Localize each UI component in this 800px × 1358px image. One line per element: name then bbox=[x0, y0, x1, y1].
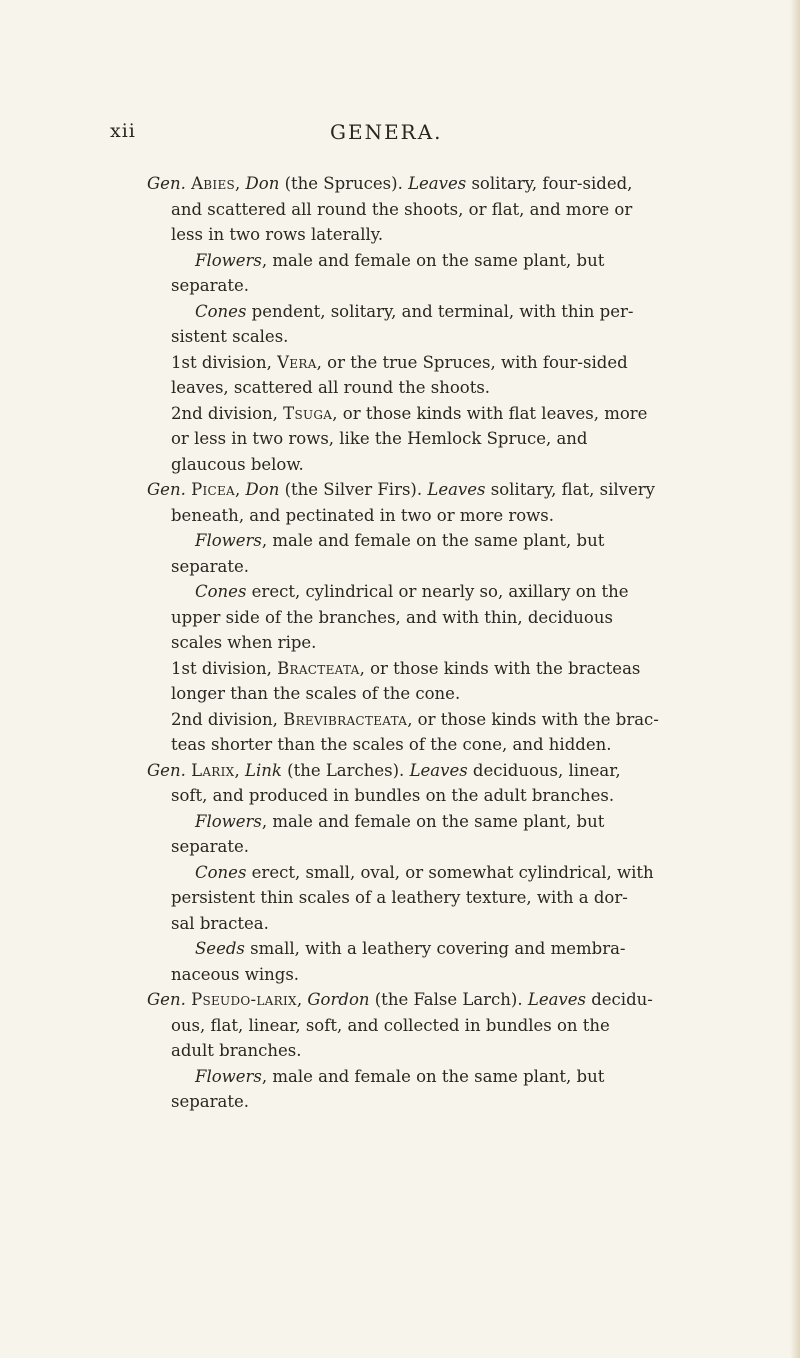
text-segment: , or those kinds with flat leaves, more bbox=[332, 403, 648, 423]
text-segment: 2nd division, bbox=[171, 709, 284, 729]
genus-name: Picea bbox=[191, 480, 236, 499]
text-segment: separate. bbox=[171, 556, 249, 576]
text-segment: , male and female on the same plant, but bbox=[261, 531, 605, 550]
text-segment: 1st division, bbox=[171, 658, 278, 678]
text-segment: and scattered all round the shoots, or flat, and more or bbox=[171, 199, 633, 219]
text-line bbox=[147, 1013, 707, 1039]
text-segment: naceous wings. bbox=[171, 964, 300, 984]
text-segment: 2nd division, bbox=[171, 403, 284, 423]
text-segment: , bbox=[234, 760, 246, 780]
text-line bbox=[147, 630, 707, 656]
text-segment: less in two rows laterally. bbox=[171, 225, 384, 244]
genera-text-body bbox=[147, 171, 707, 1115]
text-segment: solitary, flat, silvery bbox=[485, 480, 655, 499]
text-line bbox=[147, 936, 707, 962]
text-line bbox=[147, 503, 707, 529]
genus-name: Abies bbox=[191, 174, 236, 193]
text-segment: longer than the scales of the cone. bbox=[171, 684, 461, 703]
text-segment: 1st division, bbox=[171, 352, 278, 372]
italic-term: Link bbox=[245, 760, 282, 780]
text-line bbox=[147, 401, 707, 427]
italic-term: Leaves bbox=[527, 990, 586, 1009]
text-line bbox=[147, 452, 707, 478]
text-segment: persistent thin scales of a leathery texture, with a dor- bbox=[171, 888, 628, 907]
text-line bbox=[147, 222, 707, 248]
text-line bbox=[147, 579, 707, 605]
text-line bbox=[147, 248, 707, 274]
text-line bbox=[147, 732, 707, 758]
genus-heading-line bbox=[147, 477, 707, 503]
text-line bbox=[147, 375, 707, 401]
italic-term: Flowers bbox=[195, 250, 262, 270]
text-segment: , bbox=[235, 480, 246, 499]
text-line bbox=[147, 299, 707, 325]
page-edge-shadow bbox=[790, 0, 800, 1358]
italic-term: Gen. bbox=[147, 760, 186, 780]
italic-term: Cones bbox=[195, 582, 247, 601]
genus-heading-line bbox=[147, 758, 707, 784]
text-segment: sal bractea. bbox=[171, 913, 269, 933]
text-line bbox=[147, 528, 707, 554]
text-segment: , male and female on the same plant, but bbox=[261, 1066, 605, 1086]
genus-heading-line bbox=[147, 987, 707, 1013]
text-line bbox=[147, 809, 707, 835]
text-segment: (the Spruces). bbox=[279, 174, 409, 193]
text-segment: beneath, and pectinated in two or more rows. bbox=[171, 505, 554, 525]
text-segment: sistent scales. bbox=[171, 327, 289, 346]
text-segment: separate. bbox=[171, 1092, 249, 1111]
text-line bbox=[147, 324, 707, 350]
text-segment: erect, small, oval, or somewhat cylindrical, with bbox=[246, 862, 654, 882]
text-line bbox=[147, 885, 707, 911]
text-line bbox=[147, 197, 707, 223]
text-segment: pendent, solitary, and terminal, with thin per- bbox=[246, 301, 634, 321]
text-line bbox=[147, 707, 707, 733]
text-segment: separate. bbox=[171, 276, 249, 295]
text-line bbox=[147, 911, 707, 937]
page-number: xii bbox=[110, 120, 136, 142]
genus-name: Pseudo-larix bbox=[191, 990, 297, 1009]
genus-name: Tsuga bbox=[283, 403, 333, 423]
text-segment: or less in two rows, like the Hemlock Spruce, and bbox=[171, 429, 588, 448]
text-segment: deciduous, linear, bbox=[467, 760, 621, 780]
page-header bbox=[0, 120, 800, 150]
text-line bbox=[147, 783, 707, 809]
text-segment: (the Larches). bbox=[281, 760, 410, 780]
text-segment: adult branches. bbox=[171, 1041, 302, 1060]
text-line bbox=[147, 554, 707, 580]
italic-term: Don bbox=[245, 174, 280, 193]
text-segment: , bbox=[296, 990, 308, 1009]
italic-term: Gordon bbox=[307, 990, 370, 1009]
text-segment: glaucous below. bbox=[171, 454, 304, 474]
text-segment: upper side of the branches, and with thin, deciduous bbox=[171, 607, 613, 627]
running-head: GENERA. bbox=[330, 120, 443, 144]
italic-term: Flowers bbox=[195, 811, 262, 831]
text-line bbox=[147, 1038, 707, 1064]
italic-term: Seeds bbox=[195, 939, 245, 958]
text-line bbox=[147, 860, 707, 886]
genus-name: Vera bbox=[277, 352, 317, 372]
text-line bbox=[147, 681, 707, 707]
italic-term: Cones bbox=[195, 862, 247, 882]
italic-term: Leaves bbox=[409, 760, 468, 780]
text-segment: scales when ripe. bbox=[171, 633, 317, 652]
italic-term: Flowers bbox=[195, 531, 262, 550]
italic-term: Gen. bbox=[147, 990, 186, 1009]
text-line bbox=[147, 962, 707, 988]
text-segment: (the Silver Firs). bbox=[279, 480, 428, 499]
genus-name: Brevibracteata bbox=[283, 709, 408, 729]
text-line bbox=[147, 656, 707, 682]
text-segment: (the False Larch). bbox=[369, 990, 528, 1009]
text-segment: , or those kinds with the bracteas bbox=[359, 658, 641, 678]
italic-term: Flowers bbox=[195, 1066, 262, 1086]
text-line bbox=[147, 273, 707, 299]
text-segment: separate. bbox=[171, 837, 249, 856]
text-segment: decidu- bbox=[585, 990, 653, 1009]
text-segment: erect, cylindrical or nearly so, axillary on the bbox=[246, 582, 629, 601]
text-line bbox=[147, 834, 707, 860]
text-segment: ous, flat, linear, soft, and collected in bundles on the bbox=[171, 1015, 610, 1035]
text-segment: , bbox=[235, 174, 246, 193]
text-line bbox=[147, 1064, 707, 1090]
genus-name: Bracteata bbox=[277, 658, 360, 678]
italic-term: Cones bbox=[195, 301, 247, 321]
text-line bbox=[147, 171, 707, 197]
italic-term: Leaves bbox=[408, 174, 467, 193]
italic-term: Don bbox=[245, 480, 280, 499]
text-segment: soft, and produced in bundles on the adult branches. bbox=[171, 786, 615, 805]
text-segment: leaves, scattered all round the shoots. bbox=[171, 378, 491, 397]
text-segment: teas shorter than the scales of the cone, and hidden. bbox=[171, 735, 612, 754]
italic-term: Gen. bbox=[147, 174, 186, 193]
text-segment: solitary, four-sided, bbox=[466, 174, 633, 193]
text-line bbox=[147, 605, 707, 631]
italic-term: Gen. bbox=[147, 480, 186, 499]
text-segment: , male and female on the same plant, but bbox=[261, 811, 605, 831]
text-segment: , or the true Spruces, with four-sided bbox=[316, 352, 628, 372]
text-line bbox=[147, 426, 707, 452]
text-segment: , male and female on the same plant, but bbox=[261, 250, 605, 270]
italic-term: Leaves bbox=[427, 480, 486, 499]
text-segment: , or those kinds with the brac- bbox=[407, 709, 659, 729]
text-line bbox=[147, 350, 707, 376]
genus-name: Larix bbox=[191, 760, 235, 780]
text-segment: small, with a leathery covering and membra- bbox=[244, 939, 626, 958]
text-line bbox=[147, 1089, 707, 1115]
